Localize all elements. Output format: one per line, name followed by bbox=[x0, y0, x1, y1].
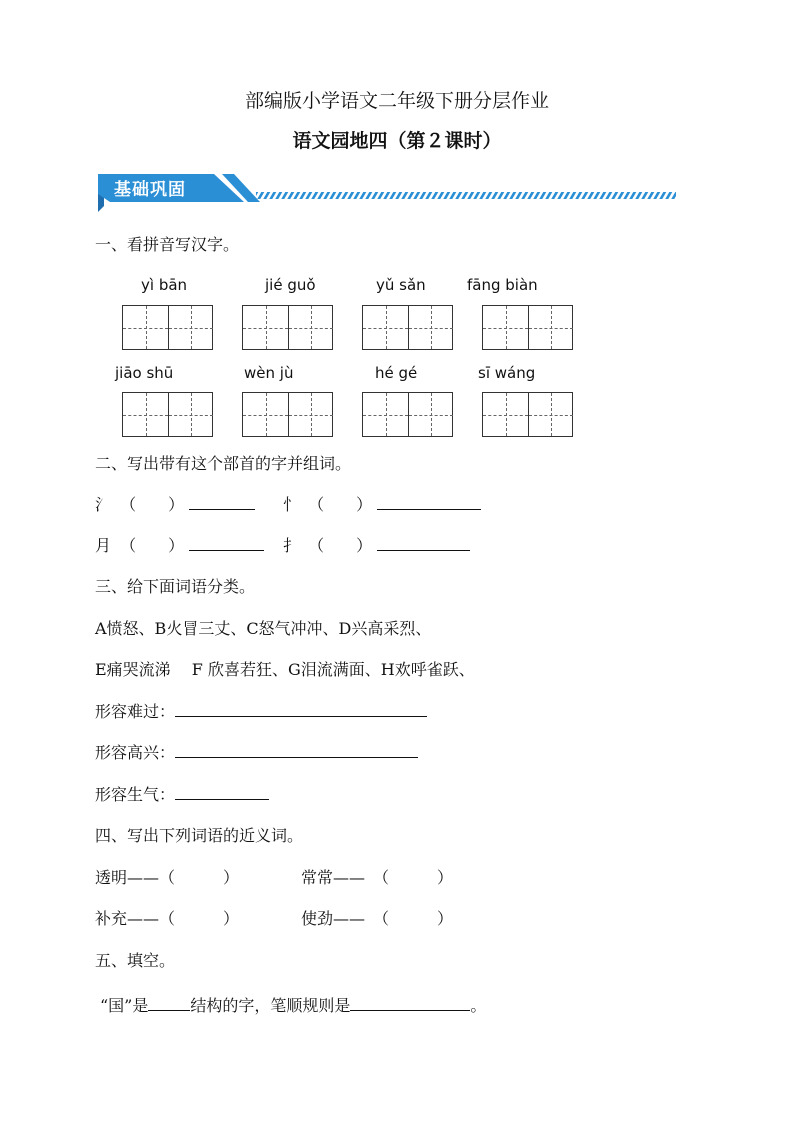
category-happy-label: 形容高兴： bbox=[95, 743, 176, 762]
answer-paren-3[interactable]: （ ） bbox=[120, 536, 185, 555]
writing-grid-5[interactable] bbox=[122, 392, 213, 437]
radical-row-2 bbox=[283, 492, 481, 515]
synonym-item-3[interactable]: 补充——（ ） bbox=[95, 909, 240, 928]
answer-blank-3[interactable] bbox=[189, 536, 264, 551]
radical-4: 扌 bbox=[283, 536, 300, 555]
question-3-heading: 三、给下面词语分类。 bbox=[95, 577, 256, 596]
pinyin-2: jié guǒ bbox=[265, 276, 316, 294]
section-banner bbox=[94, 170, 678, 216]
answer-blank-4[interactable] bbox=[377, 536, 470, 551]
banner-label: 基础巩固 bbox=[114, 180, 186, 200]
synonym-item-1[interactable]: 透明——（ ） bbox=[95, 868, 240, 887]
category-angry-row bbox=[95, 782, 269, 805]
category-angry-blank[interactable] bbox=[175, 785, 269, 800]
category-happy-row bbox=[95, 740, 418, 763]
writing-grid-3[interactable] bbox=[362, 305, 453, 350]
question-4-heading: 四、写出下列词语的近义词。 bbox=[95, 826, 304, 845]
synonym-item-4[interactable]: 使劲—— （ ） bbox=[301, 909, 454, 928]
answer-paren-2[interactable]: （ ） bbox=[308, 495, 373, 514]
fill-in-sentence bbox=[100, 993, 486, 1016]
category-sad-label: 形容难过： bbox=[95, 702, 176, 721]
writing-grid-7[interactable] bbox=[362, 392, 453, 437]
category-sad-blank[interactable] bbox=[175, 702, 427, 717]
answer-blank-1[interactable] bbox=[189, 495, 255, 510]
category-sad-row bbox=[95, 699, 427, 722]
pinyin-1: yì bān bbox=[141, 276, 188, 294]
radical-row-3 bbox=[95, 533, 264, 556]
radical-1: 氵 bbox=[95, 495, 112, 514]
pinyin-8: sī wáng bbox=[478, 364, 536, 382]
radical-3: 月 bbox=[95, 536, 112, 555]
writing-grid-2[interactable] bbox=[242, 305, 333, 350]
pinyin-4: fāng biàn bbox=[467, 276, 538, 294]
stroke-order-blank[interactable] bbox=[350, 996, 470, 1011]
pinyin-6: wèn jù bbox=[244, 364, 294, 382]
radical-row-4 bbox=[283, 533, 470, 556]
pinyin-7: hé gé bbox=[375, 364, 418, 382]
document-title: 部编版小学语文二年级下册分层作业 bbox=[244, 90, 549, 112]
word-list-line-1: A愤怒、B火冒三丈、C怒气冲冲、D兴高采烈、 bbox=[95, 619, 432, 638]
answer-paren-1[interactable]: （ ） bbox=[120, 495, 185, 514]
word-list-line-2: E痛哭流涕 F 欣喜若狂、G泪流满面、H欢呼雀跃、 bbox=[95, 660, 475, 679]
fill-text-part-1: “国”是 bbox=[100, 996, 149, 1015]
fill-text-part-3: 。 bbox=[470, 996, 487, 1015]
writing-grid-8[interactable] bbox=[482, 392, 573, 437]
writing-grid-6[interactable] bbox=[242, 392, 333, 437]
category-happy-blank[interactable] bbox=[175, 743, 418, 758]
lesson-subtitle: 语文园地四（第２课时） bbox=[292, 130, 502, 152]
question-5-heading: 五、填空。 bbox=[95, 951, 176, 970]
structure-blank[interactable] bbox=[148, 996, 190, 1011]
radical-row-1 bbox=[95, 492, 255, 515]
question-1-heading: 一、看拼音写汉字。 bbox=[95, 235, 240, 254]
writing-grid-1[interactable] bbox=[122, 305, 213, 350]
answer-paren-4[interactable]: （ ） bbox=[308, 536, 373, 555]
radical-2: 忄 bbox=[283, 495, 300, 514]
synonym-item-2[interactable]: 常常—— （ ） bbox=[301, 868, 454, 887]
answer-blank-2[interactable] bbox=[377, 495, 481, 510]
fill-text-part-2: 结构的字，笔顺规则是 bbox=[190, 996, 351, 1015]
writing-grid-4[interactable] bbox=[482, 305, 573, 350]
pinyin-3: yǔ sǎn bbox=[376, 276, 426, 294]
pinyin-5: jiāo shū bbox=[115, 364, 174, 382]
question-2-heading: 二、写出带有这个部首的字并组词。 bbox=[95, 454, 352, 473]
category-angry-label: 形容生气： bbox=[95, 785, 176, 804]
